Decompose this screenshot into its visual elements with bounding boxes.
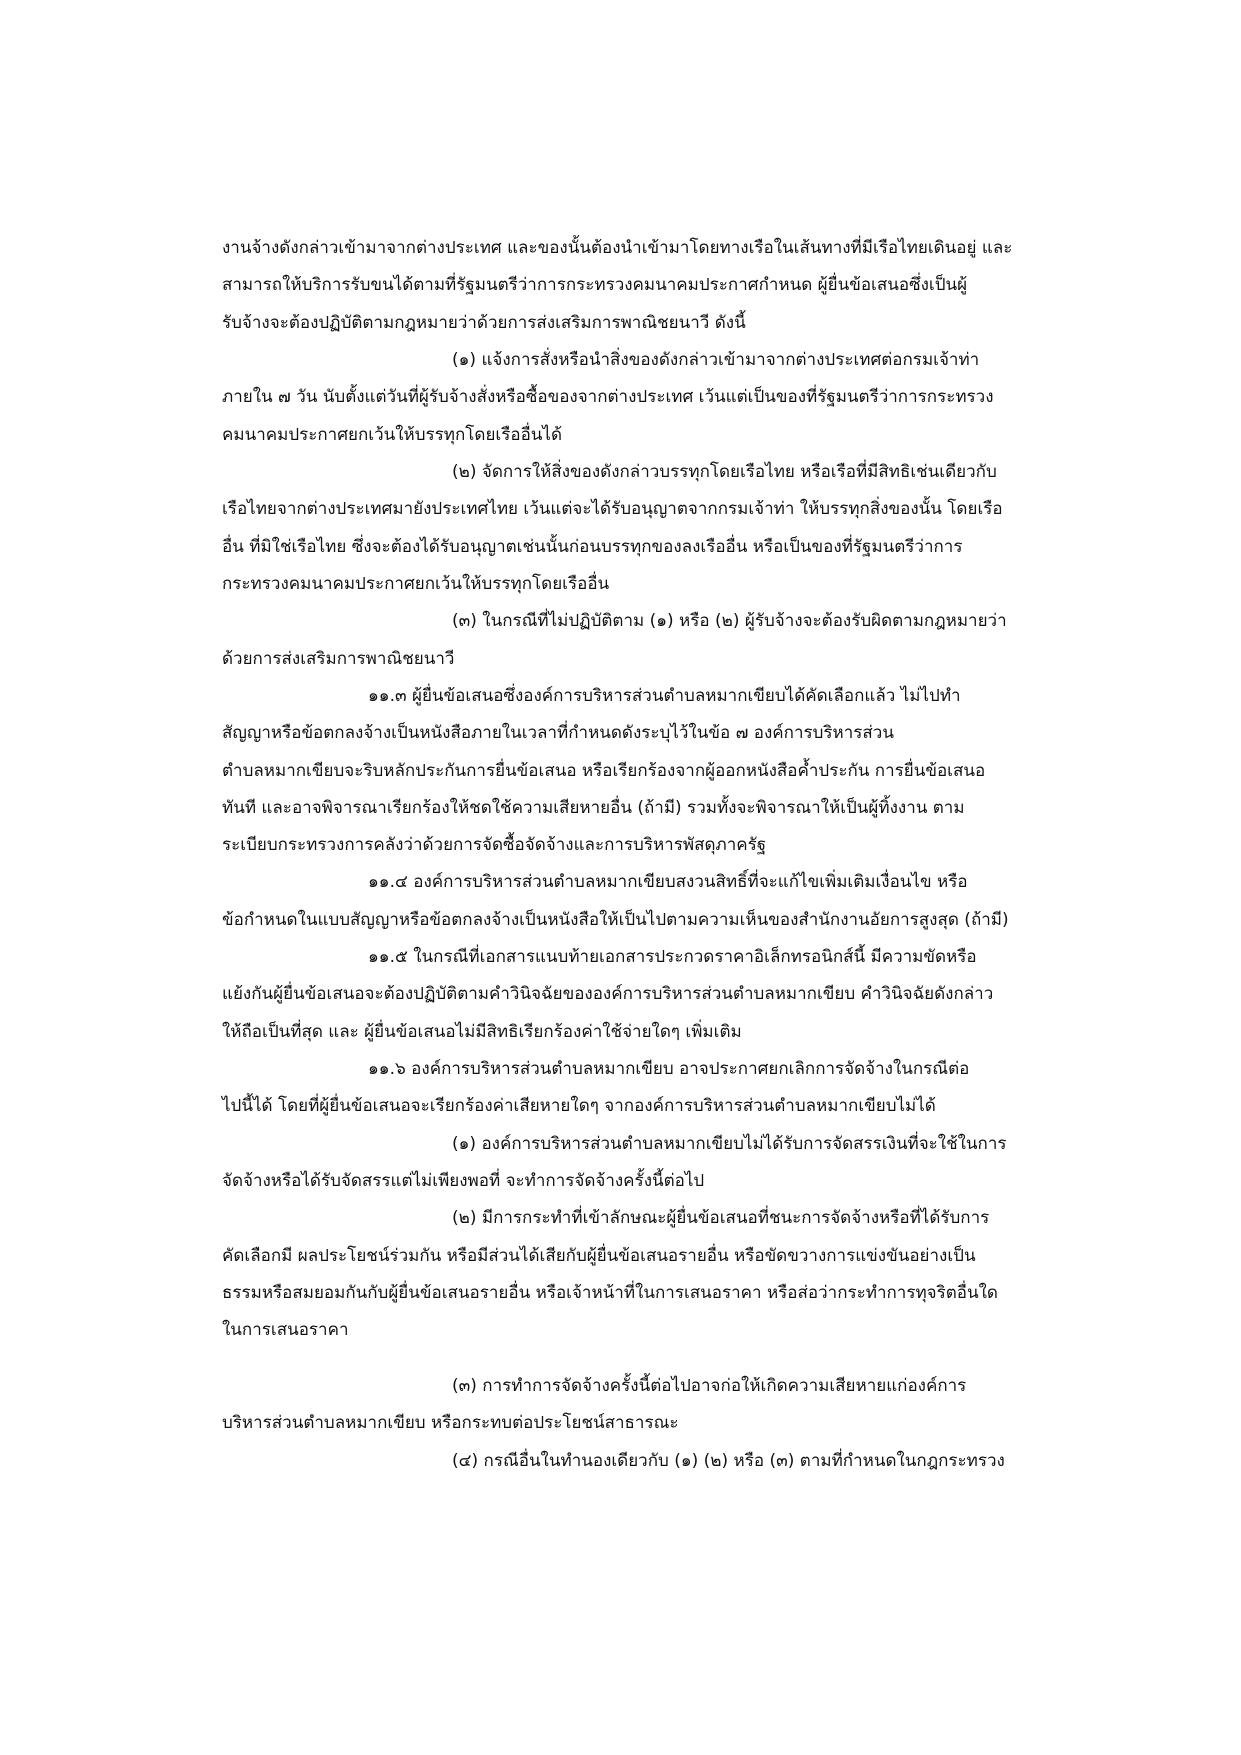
text-line-31: (๓) การทำการจัดจ้างครั้งนี้ต่อไปอาจก่อให้เกิดความเสียหายแก่องค์การ bbox=[452, 1376, 967, 1396]
text-line-9: อื่น ที่มิใช่เรือไทย ซึ่งจะต้องได้รับอนุญาตเช่นนั้นก่อนบรรทุกของลงเรืออื่น หรือเป็นของที่รัฐมนตรีว่าการ bbox=[222, 537, 963, 557]
text-line-5: ภายใน ๗ วัน นับตั้งแต่วันที่ผู้รับจ้างสั่งหรือซื้อของจากต่างประเทศ เว้นแต่เป็นของที่รัฐมนตรีว่าการกระทรวง bbox=[222, 387, 994, 407]
text-line-26: จัดจ้างหรือได้รับจัดสรรแต่ไม่เพียงพอที่ จะทำการจัดจ้างครั้งนี้ต่อไป bbox=[222, 1171, 705, 1191]
text-line-15: ตำบลหมากเขียบจะริบหลักประกันการยื่นข้อเสนอ หรือเรียกร้องจากผู้ออกหนังสือค้ำประกัน การยื่นข้อเสนอ bbox=[222, 761, 986, 781]
text-line-25: (๑) องค์การบริหารส่วนตำบลหมากเขียบไม่ได้รับการจัดสรรเงินที่จะใช้ในการ bbox=[452, 1134, 1007, 1154]
text-line-27: (๒) มีการกระทำที่เข้าลักษณะผู้ยื่นข้อเสนอที่ชนะการจัดจ้างหรือที่ได้รับการ bbox=[452, 1208, 990, 1228]
text-line-12: ด้วยการส่งเสริมการพาณิชยนาวี bbox=[222, 649, 455, 669]
text-line-20: ๑๑.๕ ในกรณีที่เอกสารแนบท้ายเอกสารประกวดราคาอิเล็กทรอนิกส์นี้ มีความขัดหรือ bbox=[368, 947, 977, 967]
text-line-3: รับจ้างจะต้องปฏิบัติตามกฎหมายว่าด้วยการส่งเสริมการพาณิชยนาวี ดังนี้ bbox=[222, 313, 746, 333]
text-line-16: ทันที และอาจพิจารณาเรียกร้องให้ชดใช้ความเสียหายอื่น (ถ้ามี) รวมทั้งจะพิจารณาให้เป็นผู้ทิ้งงาน ตาม bbox=[222, 798, 965, 818]
text-line-11: (๓) ในกรณีที่ไม่ปฏิบัติตาม (๑) หรือ (๒) ผู้รับจ้างจะต้องรับผิดตามกฎหมายว่า bbox=[452, 611, 1007, 631]
text-line-18: ๑๑.๔ องค์การบริหารส่วนตำบลหมากเขียบสงวนสิทธิ์ที่จะแก้ไขเพิ่มเติมเงื่อนไข หรือ bbox=[368, 872, 968, 892]
text-line-13: ๑๑.๓ ผู้ยื่นข้อเสนอซึ่งองค์การบริหารส่วนตำบลหมากเขียบได้คัดเลือกแล้ว ไม่ไปทำ bbox=[368, 686, 961, 706]
text-line-7: (๒) จัดการให้สิ่งของดังกล่าวบรรทุกโดยเรือไทย หรือเรือที่มีสิทธิเช่นเดียวกับ bbox=[452, 462, 997, 482]
text-line-8: เรือไทยจากต่างประเทศมายังประเทศไทย เว้นแต่จะได้รับอนุญาตจากกรมเจ้าท่า ให้บรรทุกสิ่งของนั้น โดยเรือ bbox=[222, 499, 1003, 519]
text-line-1: งานจ้างดังกล่าวเข้ามาจากต่างประเทศ และของนั้นต้องนำเข้ามาโดยทางเรือในเส้นทางที่มีเรือไทยเดินอยู่ และ bbox=[222, 238, 1013, 258]
text-line-21: แย้งกันผู้ยื่นข้อเสนอจะต้องปฏิบัติตามคำวินิจฉัยขององค์การบริหารส่วนตำบลหมากเขียบ คำวินิจฉัยดังกล่าว bbox=[222, 984, 994, 1004]
text-line-17: ระเบียบกระทรวงการคลังว่าด้วยการจัดซื้อจัดจ้างและการบริหารพัสดุภาครัฐ bbox=[222, 835, 767, 855]
text-line-10: กระทรวงคมนาคมประกาศยกเว้นให้บรรทุกโดยเรืออื่น bbox=[222, 574, 610, 594]
text-line-14: สัญญาหรือข้อตกลงจ้างเป็นหนังสือภายในเวลาที่กำหนดดังระบุไว้ในข้อ ๗ องค์การบริหารส่วน bbox=[222, 723, 894, 743]
text-line-4: (๑) แจ้งการสั่งหรือนำสิ่งของดังกล่าวเข้ามาจากต่างประเทศต่อกรมเจ้าท่า bbox=[452, 350, 980, 370]
text-line-28: คัดเลือกมี ผลประโยชน์ร่วมกัน หรือมีส่วนได้เสียกับผู้ยื่นข้อเสนอรายอื่น หรือขัดขวางการแข่งขันอย่างเป็น bbox=[222, 1246, 976, 1266]
text-line-6: คมนาคมประกาศยกเว้นให้บรรทุกโดยเรืออื่นได้ bbox=[222, 425, 562, 445]
text-line-24: ไปนี้ได้ โดยที่ผู้ยื่นข้อเสนอจะเรียกร้องค่าเสียหายใดๆ จากองค์การบริหารส่วนตำบลหมากเขียบไม่ได้ bbox=[222, 1096, 936, 1116]
text-line-30: ในการเสนอราคา bbox=[222, 1320, 349, 1340]
text-line-29: ธรรมหรือสมยอมกันกับผู้ยื่นข้อเสนอรายอื่น หรือเจ้าหน้าที่ในการเสนอราคา หรือส่อว่ากระทำการทุจริตอื่นใด bbox=[222, 1283, 998, 1303]
text-line-2: สามารถให้บริการรับขนได้ตามที่รัฐมนตรีว่าการกระทรวงคมนาคมประกาศกำหนด ผู้ยื่นข้อเสนอซึ่งเป็นผู้ bbox=[222, 275, 968, 295]
text-line-19: ข้อกำหนดในแบบสัญญาหรือข้อตกลงจ้างเป็นหนังสือให้เป็นไปตามความเห็นของสำนักงานอัยการสูงสุด (ถ้ามี) bbox=[222, 910, 1009, 930]
text-line-22: ให้ถือเป็นที่สุด และ ผู้ยื่นข้อเสนอไม่มีสิทธิเรียกร้องค่าใช้จ่ายใดๆ เพิ่มเติม bbox=[222, 1022, 742, 1042]
text-line-23: ๑๑.๖ องค์การบริหารส่วนตำบลหมากเขียบ อาจประกาศยกเลิกการจัดจ้างในกรณีต่อ bbox=[368, 1059, 970, 1079]
text-line-32: บริหารส่วนตำบลหมากเขียบ หรือกระทบต่อประโยชน์สาธารณะ bbox=[222, 1413, 679, 1433]
text-line-33: (๔) กรณีอื่นในทำนองเดียวกับ (๑) (๒) หรือ (๓) ตามที่กำหนดในกฎกระทรวง bbox=[452, 1451, 1005, 1471]
